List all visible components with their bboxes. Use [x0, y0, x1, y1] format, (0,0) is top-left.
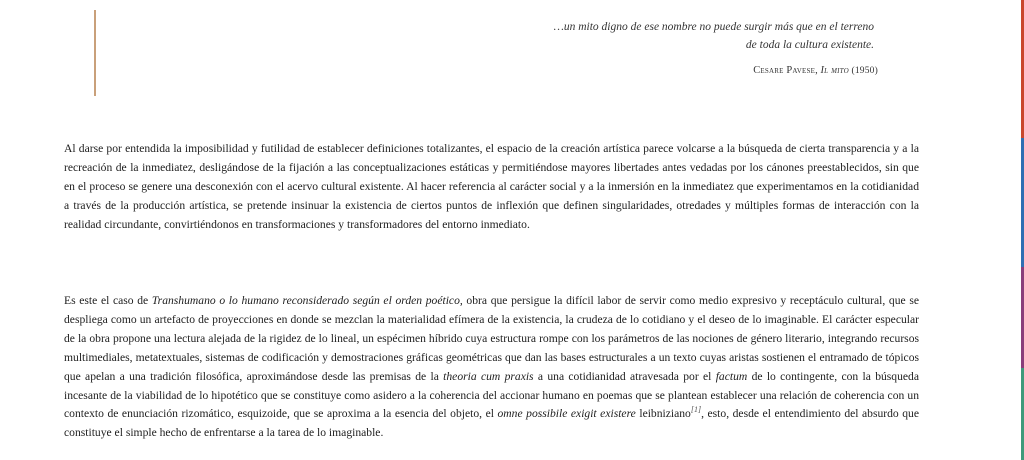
attribution-work-title: Il mito [820, 65, 849, 76]
epigraph-line: …un mito digno de ese nombre no puede surgir más que en el terreno [553, 21, 874, 33]
paragraph-text: de lo contingente, con la búsqueda incesante de la viabilidad de lo hipotético que se constituye como asidero a la coherencia del accionar humano en poemas que se plantean establecer una relación de coherencia con un contexto de enunciación rizomático, esquizoide, que se aproxima a la esencia del objeto, el [64, 369, 919, 421]
attribution-author: Cesare Pavese, [753, 65, 818, 76]
paragraph-text: a una cotidianidad atravesada por el [533, 369, 716, 383]
latin-phrase: omne possibile exigit existere [497, 407, 636, 421]
epigraph [454, 18, 874, 54]
body-paragraph-1: Al darse por entendida la imposibilidad y futilidad de establecer definiciones totalizantes, el espacio de la creación artística parece volcarse a la búsqueda de cierta transparencia y a la recreación de la inmediatez, desligándose de la fijación a las conceptualizaciones estáticas y permitiéndose mayores libertades antes vedadas por los cánones preestablecidos, sin que en el proceso se genere una desconexión con el acervo cultural existente. Al hacer referencia al carácter social y a la inmersión en la inmediatez que experimentamos en la cotidianidad a través de la producción artística, se pretende insinuar la existencia de ciertos puntos de inflexión que definen singularidades, otredades y múltiples formas de interacción con la realidad circundante, convirtiéndonos en transformaciones y transformadores del entorno inmediato. [64, 142, 919, 231]
epigraph-rule [94, 10, 96, 96]
epigraph-line: de toda la cultura existente. [745, 39, 874, 51]
attribution-year: (1950) [851, 66, 878, 76]
paragraph-text: obra que persigue la difícil labor de servir como medio expresivo y receptáculo cultural, que se despliega como un artefacto de proyecciones en donde se mezclan la materialidad efímera de la existencia, la crudeza de lo cotidiano y el deseo de lo imaginable. El carácter especular de la obra propone una lectura alejada de la rigidez de lo lineal, un espécimen híbrido cuya estructura rompe con los parámetros de las nociones de género literario, integrando recursos multimediales, metatextuales, sistemas de codificación y demostraciones gráficas geométricas que dan las bases estructurales a un texto cuyas aristas sostienen el entramado de tópicos que apelan a una tradición filosófica, aproximándose desde las premisas de la [64, 294, 919, 383]
body-paragraph-2 [64, 292, 919, 443]
paragraph-text: Es este el caso de [64, 294, 152, 307]
paragraph-text: , esto, desde el entendimiento del absurdo que constituye el simple hecho de enfrentarse a la tarea de lo imaginable. [64, 407, 919, 440]
work-title: Transhumano o lo humano reconsiderado según el orden poético, [151, 294, 463, 307]
latin-phrase: theoria cum praxis [443, 369, 534, 383]
epigraph-attribution [753, 65, 878, 76]
footnote-link[interactable]: [1] [690, 405, 702, 415]
paragraph-text: leibniziano [635, 407, 691, 421]
latin-phrase: factum [715, 369, 748, 383]
